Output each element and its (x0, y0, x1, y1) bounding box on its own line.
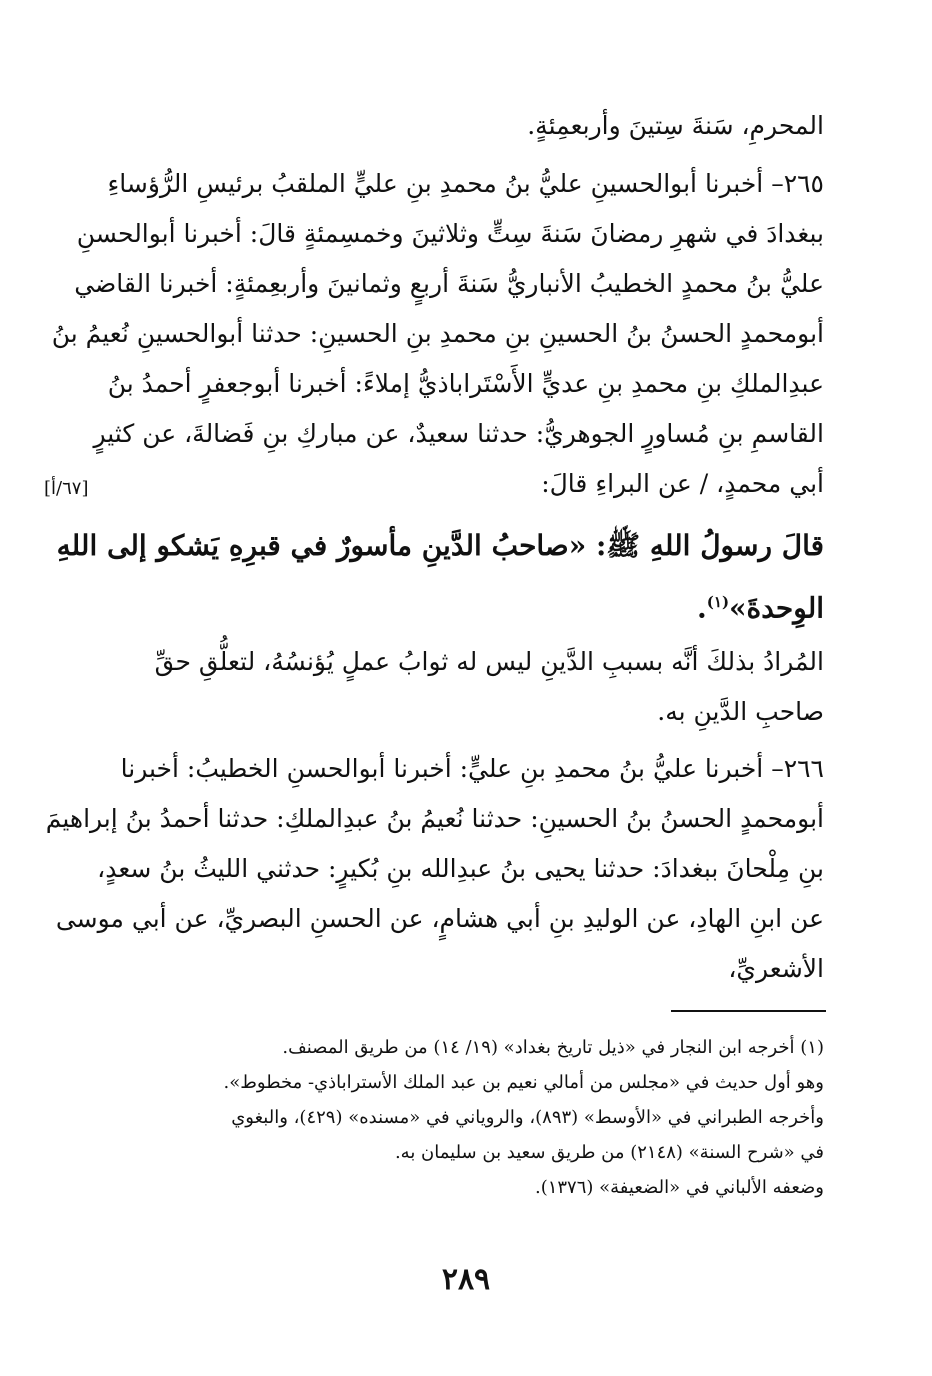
page-number: ٢٨٩ (441, 1262, 491, 1297)
paragraph-hadith-266 (45, 744, 824, 994)
footnotes (128, 1030, 824, 1205)
margin-folio-marker: [٦٧/أ] (44, 478, 89, 499)
text-line (128, 574, 824, 636)
footnote-line: في «شرح السنة» (٢١٤٨) من طريق سعيد بن سليمان به. (394, 1142, 824, 1163)
text-line: المحرمِ، سَنةَ سِتينَ وأربعمِئةٍ. (527, 111, 824, 140)
footnote-line: وهو أول حديث في «مجلس من أمالي نعيم بن عبد الملك الأستراباذي- مخطوط». (223, 1072, 824, 1093)
footnote-separator (671, 1010, 826, 1012)
text-line: عن ابنِ الهادِ، عن الوليدِ بنِ أبي هشامٍ، عن الحسنِ البصريِّ، عن أبي موسى (55, 904, 824, 933)
footnote-reference: (١) (706, 593, 730, 611)
hadith-text-end: الوِحدةَ» (729, 591, 824, 625)
text-line: القاسمِ بنِ مُساورٍ الجوهريُّ: حدثنا سعيدٌ، عن مباركِ بنِ فَضالةَ، عن كثيرٍ (93, 419, 824, 448)
text-line: عبدِالملكِ بنِ محمدِ بنِ عديٍّ الأَسْتَراباذيُّ إملاءً: أخبرنا أبوجعفرٍ أحمدُ بنُ (107, 369, 824, 398)
text-line: ٢٦٦– أخبرنا عليُّ بنُ محمدِ بنِ عليٍّ: أخبرنا أبوالحسنِ الخطيبُ: أخبرنا (120, 754, 824, 783)
text-line: أبي محمدٍ، / عن البراءِ قالَ: (541, 469, 824, 498)
text-line: قالَ رسولُ اللهِ ﷺ: «صاحبُ الدَّينِ مأسورٌ في قبرِهِ يَشكو إلى اللهِ (56, 529, 824, 562)
footnote-line: وضعفه الألباني في «الضعيفة» (١٣٧٦). (534, 1177, 824, 1198)
text-line: أبومحمدٍ الحسنُ بنُ الحسينِ بنِ محمدِ بنِ الحسينِ: حدثنا أبوالحسينِ نُعيمُ بنُ (51, 319, 824, 348)
text-line: بنِ مِلْحانَ ببغدادَ: حدثنا يحيى بنُ عبدِالله بنِ بُكيرٍ: حدثني الليثُ بنُ سعدٍ، (97, 854, 824, 883)
text-line: المُرادُ بذلكَ أنَّه بسببِ الدَّينِ ليس له ثوابُ عملٍ يُؤنسُهُ، لتعلُّقِ حقِّ (154, 647, 824, 676)
text-line: الأشعريِّ، (728, 954, 824, 983)
text-line: ببغدادَ في شهرِ رمضانَ سَنةَ سِتٍّ وثلاثينَ وخمسِمئةٍ قالَ: أخبرنا أبوالحسنِ (76, 219, 824, 248)
text-line: عليُّ بنُ محمدٍ الخطيبُ الأنباريُّ سَنةَ أربعٍ وثمانينَ وأربعِمئةٍ: أخبرنا القاضي (74, 269, 824, 298)
footnote-line: (١) أخرجه ابن النجار في «ذيل تاريخ بغداد» (١٩/ ١٤) من طريق المصنف. (282, 1037, 824, 1058)
hadith-period: . (697, 591, 707, 625)
footnote-line: وأخرجه الطبراني في «الأوسط» (٨٩٣)، والروياني في «مسنده» (٤٢٩)، والبغوي (231, 1107, 824, 1128)
text-line: أبومحمدٍ الحسنُ بنُ الحسينِ: حدثنا نُعيمُ بنُ عبدِالملكِ: حدثنا أحمدُ بنُ إبراهيمَ (45, 804, 824, 833)
hadith-text (56, 518, 824, 636)
text-line: ٢٦٥– أخبرنا أبوالحسينِ عليُّ بنُ محمدِ بنِ عليٍّ الملقبُ برئيسِ الرُّؤساءِ (107, 169, 824, 198)
paragraph-continuation (128, 101, 824, 151)
paragraph-explanation (128, 637, 824, 737)
text-line: صاحبِ الدَّينِ به. (657, 697, 824, 726)
